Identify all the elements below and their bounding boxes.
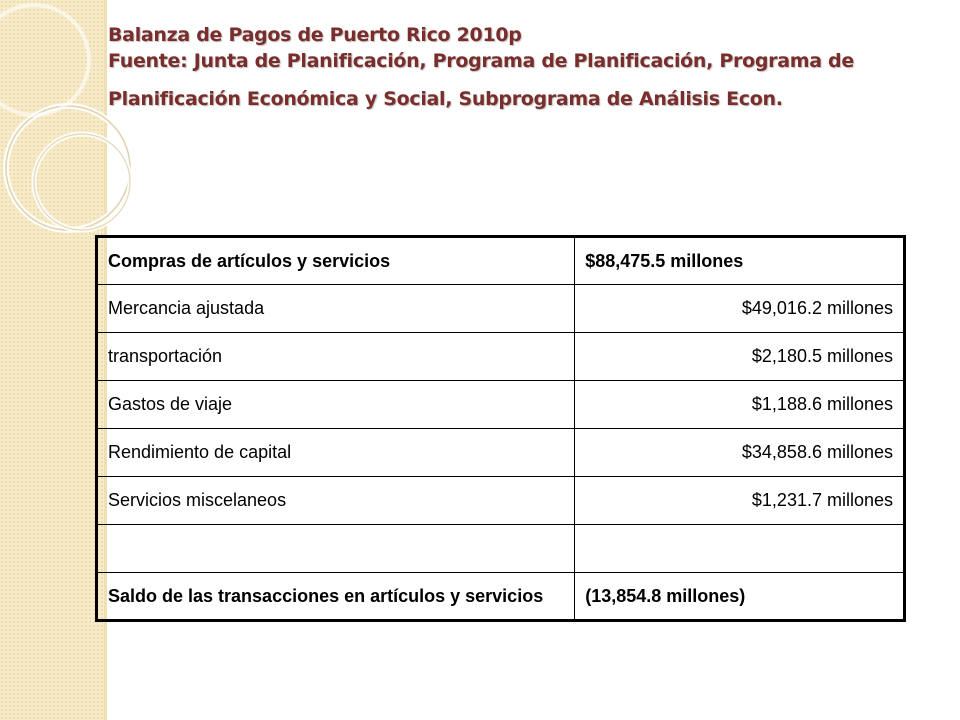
table-row [97,381,905,429]
row-label: transportación [97,333,575,381]
row-label: Rendimiento de capital [97,429,575,477]
total-label: Saldo de las transacciones en artículos y servicios [97,573,575,621]
empty-row [97,525,905,573]
header-label: Compras de artículos y servicios [97,237,575,285]
total-value: (13,854.8 millones) [575,573,905,621]
table-header-row [97,237,905,285]
header-value: $88,475.5 millones [575,237,905,285]
empty-cell [575,525,905,573]
title-line-3: Planificación Económica y Social, Subprograma de Análisis Econ. [108,88,783,110]
row-value: $1,231.7 millones [575,477,905,525]
table-row [97,429,905,477]
title-line-2: Fuente: Junta de Planificación, Programa de Planificación, Programa de [108,50,854,72]
row-label: Gastos de viaje [97,381,575,429]
table-row [97,285,905,333]
empty-cell [97,525,575,573]
table-row [97,333,905,381]
row-value: $1,188.6 millones [575,381,905,429]
row-label: Servicios miscelaneos [97,477,575,525]
row-value: $34,858.6 millones [575,429,905,477]
row-label: Mercancia ajustada [97,285,575,333]
total-row [97,573,905,621]
balance-table [95,235,906,622]
row-value: $49,016.2 millones [575,285,905,333]
title-line-1: Balanza de Pagos de Puerto Rico 2010p [108,24,522,46]
slide-title [108,22,938,112]
row-value: $2,180.5 millones [575,333,905,381]
table-row [97,477,905,525]
